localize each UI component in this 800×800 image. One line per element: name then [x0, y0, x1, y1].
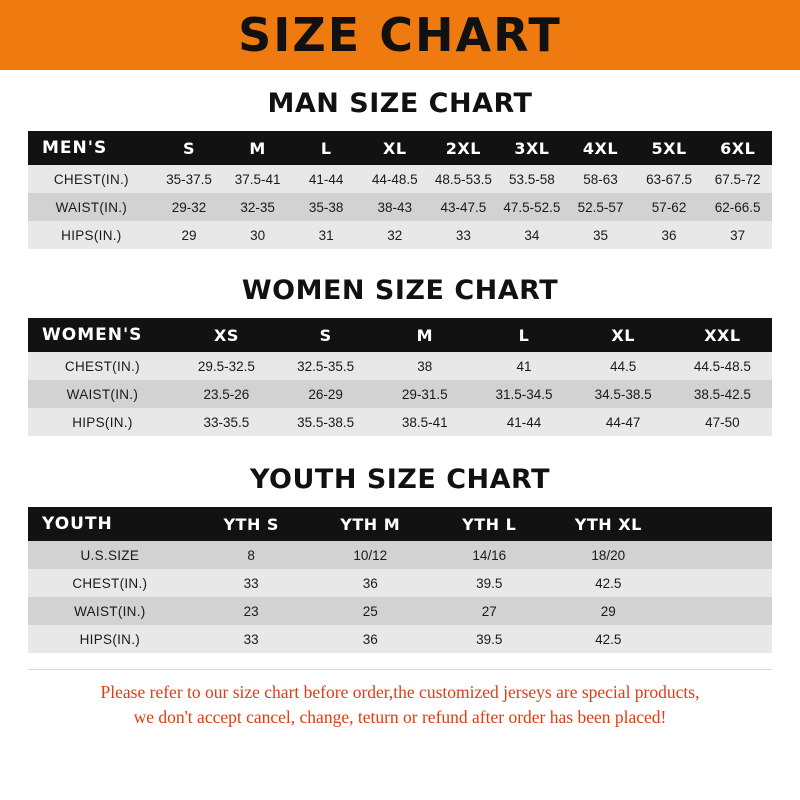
table-cell: 38.5-41	[401, 414, 448, 430]
women-size-table	[28, 318, 772, 436]
table-cell: 52.5-57	[577, 199, 624, 215]
table-row	[28, 165, 772, 193]
row-label: WAIST(IN.)	[55, 199, 128, 215]
table-cell: 58-63	[583, 171, 618, 187]
table-cell: 8	[247, 547, 255, 563]
table-cell: 48.5-53.5	[434, 171, 492, 187]
table-row	[28, 352, 772, 380]
table-header-row	[28, 318, 772, 352]
youth-size-table	[28, 507, 772, 653]
footer-line-2: we don't accept cancel, change, teturn or refund after order has been placed!	[133, 707, 667, 728]
section-title-man: MAN SIZE CHART	[267, 88, 533, 119]
column-header: 6XL	[720, 138, 756, 158]
page-banner	[0, 0, 800, 70]
column-header: XXL	[704, 325, 741, 345]
table-cell: 44-48.5	[371, 171, 418, 187]
section-title-women: WOMEN SIZE CHART	[241, 275, 559, 306]
table-cell: 31	[318, 227, 334, 243]
column-header: XL	[382, 138, 407, 158]
column-header: L	[320, 138, 332, 158]
table-cell: 34	[524, 227, 540, 243]
man-size-table	[28, 131, 772, 249]
table-cell: 23	[243, 603, 259, 619]
table-cell: 38-43	[377, 199, 413, 215]
table-cell: 29-31.5	[401, 386, 448, 402]
table-cell: 23.5-26	[203, 386, 250, 402]
table-cell: 10/12	[353, 547, 388, 563]
table-cell: 32	[387, 227, 403, 243]
table-cell: 33-35.5	[203, 414, 250, 430]
table-row	[28, 221, 772, 249]
table-cell: 37.5-41	[234, 171, 281, 187]
column-header: YTH M	[340, 514, 401, 534]
row-label: CHEST(IN.)	[72, 575, 148, 591]
table-cell: 67.5-72	[714, 171, 761, 187]
table-cell: 62-66.5	[714, 199, 761, 215]
table-cell: 44.5-48.5	[693, 358, 751, 374]
table-cell: 30	[250, 227, 266, 243]
table-cell: 26-29	[308, 386, 343, 402]
table-cell: 32.5-35.5	[297, 358, 355, 374]
table-cell	[668, 625, 772, 653]
row-label: HIPS(IN.)	[61, 227, 122, 243]
column-header: YTH XL	[574, 514, 642, 534]
column-header: 3XL	[514, 138, 550, 158]
table-cell: 32-35	[240, 199, 275, 215]
column-header: 4XL	[582, 138, 619, 158]
footer-note	[28, 669, 772, 731]
table-header-row	[28, 131, 772, 165]
row-label: HIPS(IN.)	[79, 631, 141, 647]
table-cell: 35-38	[308, 199, 344, 215]
table-cell: 41-44	[506, 414, 542, 430]
table-row	[28, 597, 772, 625]
charts-container	[0, 88, 800, 731]
table-cell: 39.5	[476, 575, 503, 591]
column-header: 2XL	[445, 138, 481, 158]
table-cell: 29	[181, 227, 197, 243]
table-cell: 35-37.5	[166, 171, 212, 187]
table-cell: 42.5	[595, 575, 622, 591]
table-row	[28, 408, 772, 436]
table-cell: 38	[417, 358, 433, 374]
table-cell: 37	[730, 227, 746, 243]
column-header: WOMEN'S	[42, 325, 143, 345]
table-cell: 63-67.5	[646, 171, 692, 187]
table-cell: 29-32	[171, 199, 207, 215]
column-header: S	[319, 325, 332, 345]
row-label: WAIST(IN.)	[74, 603, 146, 619]
table-cell: 38.5-42.5	[693, 386, 751, 402]
table-cell: 36	[362, 575, 378, 591]
section-title-youth: YOUTH SIZE CHART	[249, 464, 551, 495]
table-cell: 34.5-38.5	[594, 386, 652, 402]
table-row	[28, 569, 772, 597]
page-title: SIZE CHART	[238, 8, 562, 62]
table-cell: 47-50	[705, 414, 740, 430]
column-header: YOUTH	[42, 514, 113, 534]
row-label: WAIST(IN.)	[66, 386, 139, 402]
table-cell: 47.5-52.5	[503, 199, 561, 215]
table-cell: 29.5-32.5	[197, 358, 255, 374]
row-label: CHEST(IN.)	[53, 171, 129, 187]
table-cell: 14/16	[472, 547, 507, 563]
footer-line-1: Please refer to our size chart before order,the customized jerseys are special products,	[100, 682, 700, 702]
table-cell: 57-62	[651, 199, 687, 215]
column-header: L	[518, 325, 530, 345]
table-cell: 36	[362, 631, 378, 647]
table-cell: 36	[661, 227, 677, 243]
table-cell: 25	[362, 603, 378, 619]
column-header: XS	[213, 325, 239, 345]
table-cell: 43-47.5	[440, 199, 487, 215]
table-cell: 27	[481, 603, 497, 619]
table-row	[28, 625, 772, 653]
table-cell: 18/20	[591, 547, 626, 563]
table-cell: 41	[516, 358, 532, 374]
column-header: XL	[611, 325, 635, 345]
row-label: CHEST(IN.)	[64, 358, 140, 374]
table-cell: 44-47	[605, 414, 641, 430]
column-header: YTH L	[462, 514, 517, 534]
table-cell: 39.5	[476, 631, 503, 647]
row-label: HIPS(IN.)	[72, 414, 133, 430]
column-header	[668, 507, 772, 541]
table-cell: 42.5	[595, 631, 622, 647]
table-row	[28, 193, 772, 221]
table-cell	[668, 569, 772, 597]
table-cell: 35.5-38.5	[297, 414, 355, 430]
row-label: U.S.SIZE	[80, 547, 140, 563]
column-header: M	[416, 325, 433, 345]
table-cell: 33	[243, 631, 259, 647]
column-header: S	[183, 138, 196, 158]
column-header: M	[249, 138, 266, 158]
table-row	[28, 380, 772, 408]
column-header: YTH S	[223, 514, 279, 534]
table-cell: 44.5	[610, 358, 637, 374]
table-cell	[668, 597, 772, 625]
table-cell: 35	[592, 227, 608, 243]
column-header: 5XL	[651, 138, 687, 158]
table-header-row	[28, 507, 772, 541]
table-cell: 53.5-58	[509, 171, 555, 187]
table-cell: 29	[600, 603, 616, 619]
column-header: MEN'S	[42, 138, 108, 158]
table-cell: 31.5-34.5	[495, 386, 553, 402]
table-cell	[668, 541, 772, 569]
table-cell: 41-44	[308, 171, 344, 187]
table-cell: 33	[455, 227, 471, 243]
table-cell: 33	[243, 575, 259, 591]
table-row	[28, 541, 772, 569]
